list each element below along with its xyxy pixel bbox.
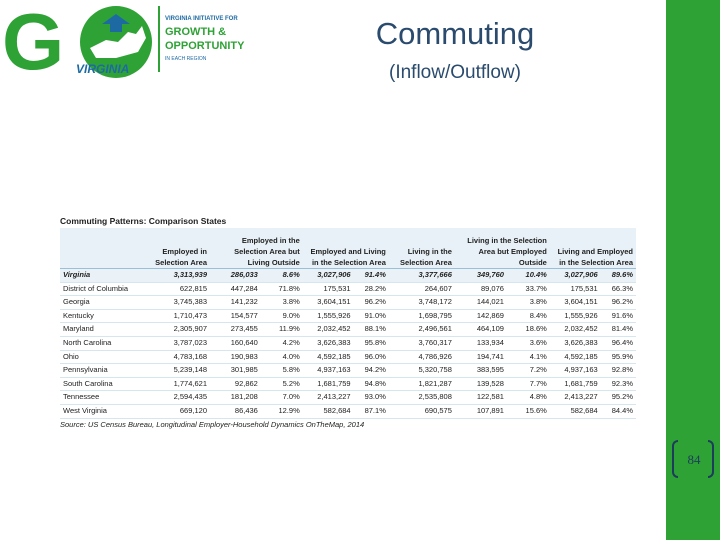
table-cell: 107,891 [455,404,507,418]
row-label: North Carolina [60,336,144,350]
table-cell: 582,684 [303,404,354,418]
table-cell: 2,413,227 [303,391,354,405]
table-cell: 3,626,383 [550,336,601,350]
table-cell: 3,027,906 [303,269,354,283]
table-cell: 160,640 [210,336,261,350]
table-row [60,309,636,323]
table-cell: 4,786,926 [389,350,455,364]
logo-tagline-2: GROWTH & [165,26,227,38]
table-cell: 582,684 [550,404,601,418]
slide-subtitle: (Inflow/Outflow) [389,62,521,83]
table-row [60,350,636,364]
table-cell: 95.9% [601,350,636,364]
table-cell: 5.8% [261,364,303,378]
table-cell: 1,774,621 [144,377,210,391]
table-cell: 7.7% [507,377,550,391]
row-label: Tennessee [60,391,144,405]
table-cell: 3,748,172 [389,296,455,310]
table-cell: 94.2% [354,364,389,378]
table-cell: 122,581 [455,391,507,405]
table-cell: 33.7% [507,282,550,296]
table-cell: 190,983 [210,350,261,364]
table-row [60,404,636,418]
table-row [60,282,636,296]
table-cell: 71.8% [261,282,303,296]
logo-letter-g: G [2,0,61,86]
table-cell: 144,021 [455,296,507,310]
table-cell: 3,604,151 [550,296,601,310]
table-cell: 3,604,151 [303,296,354,310]
table-row [60,364,636,378]
table-cell: 383,595 [455,364,507,378]
table-row [60,323,636,337]
table-cell: 301,985 [210,364,261,378]
table-row-highlight [60,269,636,283]
table-cell: 464,109 [455,323,507,337]
table-cell: 96.0% [354,350,389,364]
table-cell: 87.1% [354,404,389,418]
logo-tagline-4: IN EACH REGION [165,56,207,62]
row-label: West Virginia [60,404,144,418]
table-cell: 3,787,023 [144,336,210,350]
table-cell: 96.2% [601,296,636,310]
table-cell: 92.8% [601,364,636,378]
table-cell: 91.0% [354,309,389,323]
table-cell: 2,305,907 [144,323,210,337]
table-cell: 142,869 [455,309,507,323]
table-cell: 4,783,168 [144,350,210,364]
table-cell: 175,531 [550,282,601,296]
table-cell: 139,528 [455,377,507,391]
row-label: South Carolina [60,377,144,391]
table-cell: 3,027,906 [550,269,601,283]
table-cell: 9.0% [261,309,303,323]
table-row [60,391,636,405]
table-cell: 92,862 [210,377,261,391]
table-cell: 81.4% [601,323,636,337]
row-label: Kentucky [60,309,144,323]
table-row [60,377,636,391]
table-cell: 1,698,795 [389,309,455,323]
slide-title: Commuting [375,16,535,51]
row-label: Virginia [60,269,144,283]
table-cell: 447,284 [210,282,261,296]
page-number: 84 [687,452,701,467]
logo-state-name: VIRGINIA [76,62,130,76]
table-cell: 8.4% [507,309,550,323]
table-cell: 88.1% [354,323,389,337]
table-cell: 92.3% [601,377,636,391]
table-cell: 3,745,383 [144,296,210,310]
table-cell: 3.8% [261,296,303,310]
table-cell: 141,232 [210,296,261,310]
table-cell: 94.8% [354,377,389,391]
table-cell: 3,760,317 [389,336,455,350]
column-header: Employed in the Selection Area but Living Outside [210,228,303,269]
table-cell: 91.4% [354,269,389,283]
page-number-badge [672,440,716,480]
row-label: Maryland [60,323,144,337]
table-cell: 4.1% [507,350,550,364]
table-cell: 4.0% [261,350,303,364]
table-cell: 1,710,473 [144,309,210,323]
table-cell: 175,531 [303,282,354,296]
table-cell: 669,120 [144,404,210,418]
table-cell: 2,032,452 [303,323,354,337]
logo-tagline-3: OPPORTUNITY [165,40,245,52]
table-cell: 2,594,435 [144,391,210,405]
table-cell: 286,033 [210,269,261,283]
table-cell: 96.4% [601,336,636,350]
table-cell: 273,455 [210,323,261,337]
table-cell: 1,821,287 [389,377,455,391]
column-header: Living and Employed in the Selection Area [550,228,636,269]
row-label: Pennsylvania [60,364,144,378]
table-cell: 133,934 [455,336,507,350]
table-cell: 194,741 [455,350,507,364]
row-label: Georgia [60,296,144,310]
table-cell: 2,032,452 [550,323,601,337]
table-cell: 7.0% [261,391,303,405]
table-cell: 89,076 [455,282,507,296]
row-label: Ohio [60,350,144,364]
table-cell: 11.9% [261,323,303,337]
table-cell: 2,413,227 [550,391,601,405]
table-cell: 5,239,148 [144,364,210,378]
table-cell: 18.6% [507,323,550,337]
table-cell: 4,592,185 [303,350,354,364]
table-cell: 4,592,185 [550,350,601,364]
column-header [60,228,144,269]
table-cell: 3.8% [507,296,550,310]
table-cell: 4,937,163 [550,364,601,378]
go-virginia-logo [0,0,270,84]
logo-divider [158,6,160,72]
table-cell: 89.6% [601,269,636,283]
table-header-row [60,228,636,269]
table-cell: 2,535,808 [389,391,455,405]
table-cell: 349,760 [455,269,507,283]
table-row [60,296,636,310]
table-cell: 28.2% [354,282,389,296]
table-cell: 5,320,758 [389,364,455,378]
column-header: Living in the Selection Area but Employed Outside [455,228,550,269]
row-label: District of Columbia [60,282,144,296]
table-cell: 181,208 [210,391,261,405]
table-cell: 2,496,561 [389,323,455,337]
table-cell: 96.2% [354,296,389,310]
table-cell: 15.6% [507,404,550,418]
table-cell: 1,681,759 [550,377,601,391]
table-source-note: Source: US Census Bureau, Longitudinal Employer-Household Dynamics OnTheMap, 2014 [60,420,365,429]
table-cell: 4.8% [507,391,550,405]
table-cell: 264,607 [389,282,455,296]
table-cell: 622,815 [144,282,210,296]
table-cell: 154,577 [210,309,261,323]
table-cell: 3.6% [507,336,550,350]
logo-tagline-1: VIRGINIA INITIATIVE FOR [165,16,238,22]
table-cell: 7.2% [507,364,550,378]
commuting-table-image [60,216,636,428]
table-cell: 10.4% [507,269,550,283]
table-cell: 93.0% [354,391,389,405]
column-header: Living in the Selection Area [389,228,455,269]
commuting-table [60,228,636,419]
column-header: Employed in Selection Area [144,228,210,269]
table-cell: 8.6% [261,269,303,283]
table-cell: 86,436 [210,404,261,418]
table-cell: 12.9% [261,404,303,418]
table-cell: 3,626,383 [303,336,354,350]
table-cell: 1,555,926 [550,309,601,323]
table-title: Commuting Patterns: Comparison States [60,216,227,226]
table-cell: 84.4% [601,404,636,418]
table-cell: 3,313,939 [144,269,210,283]
table-cell: 4,937,163 [303,364,354,378]
table-cell: 95.2% [601,391,636,405]
table-cell: 1,555,926 [303,309,354,323]
table-row [60,336,636,350]
table-cell: 5.2% [261,377,303,391]
table-cell: 1,681,759 [303,377,354,391]
column-header: Employed and Living in the Selection Area [303,228,389,269]
table-cell: 95.8% [354,336,389,350]
table-cell: 66.3% [601,282,636,296]
table-cell: 690,575 [389,404,455,418]
table-cell: 4.2% [261,336,303,350]
table-cell: 3,377,666 [389,269,455,283]
table-cell: 91.6% [601,309,636,323]
